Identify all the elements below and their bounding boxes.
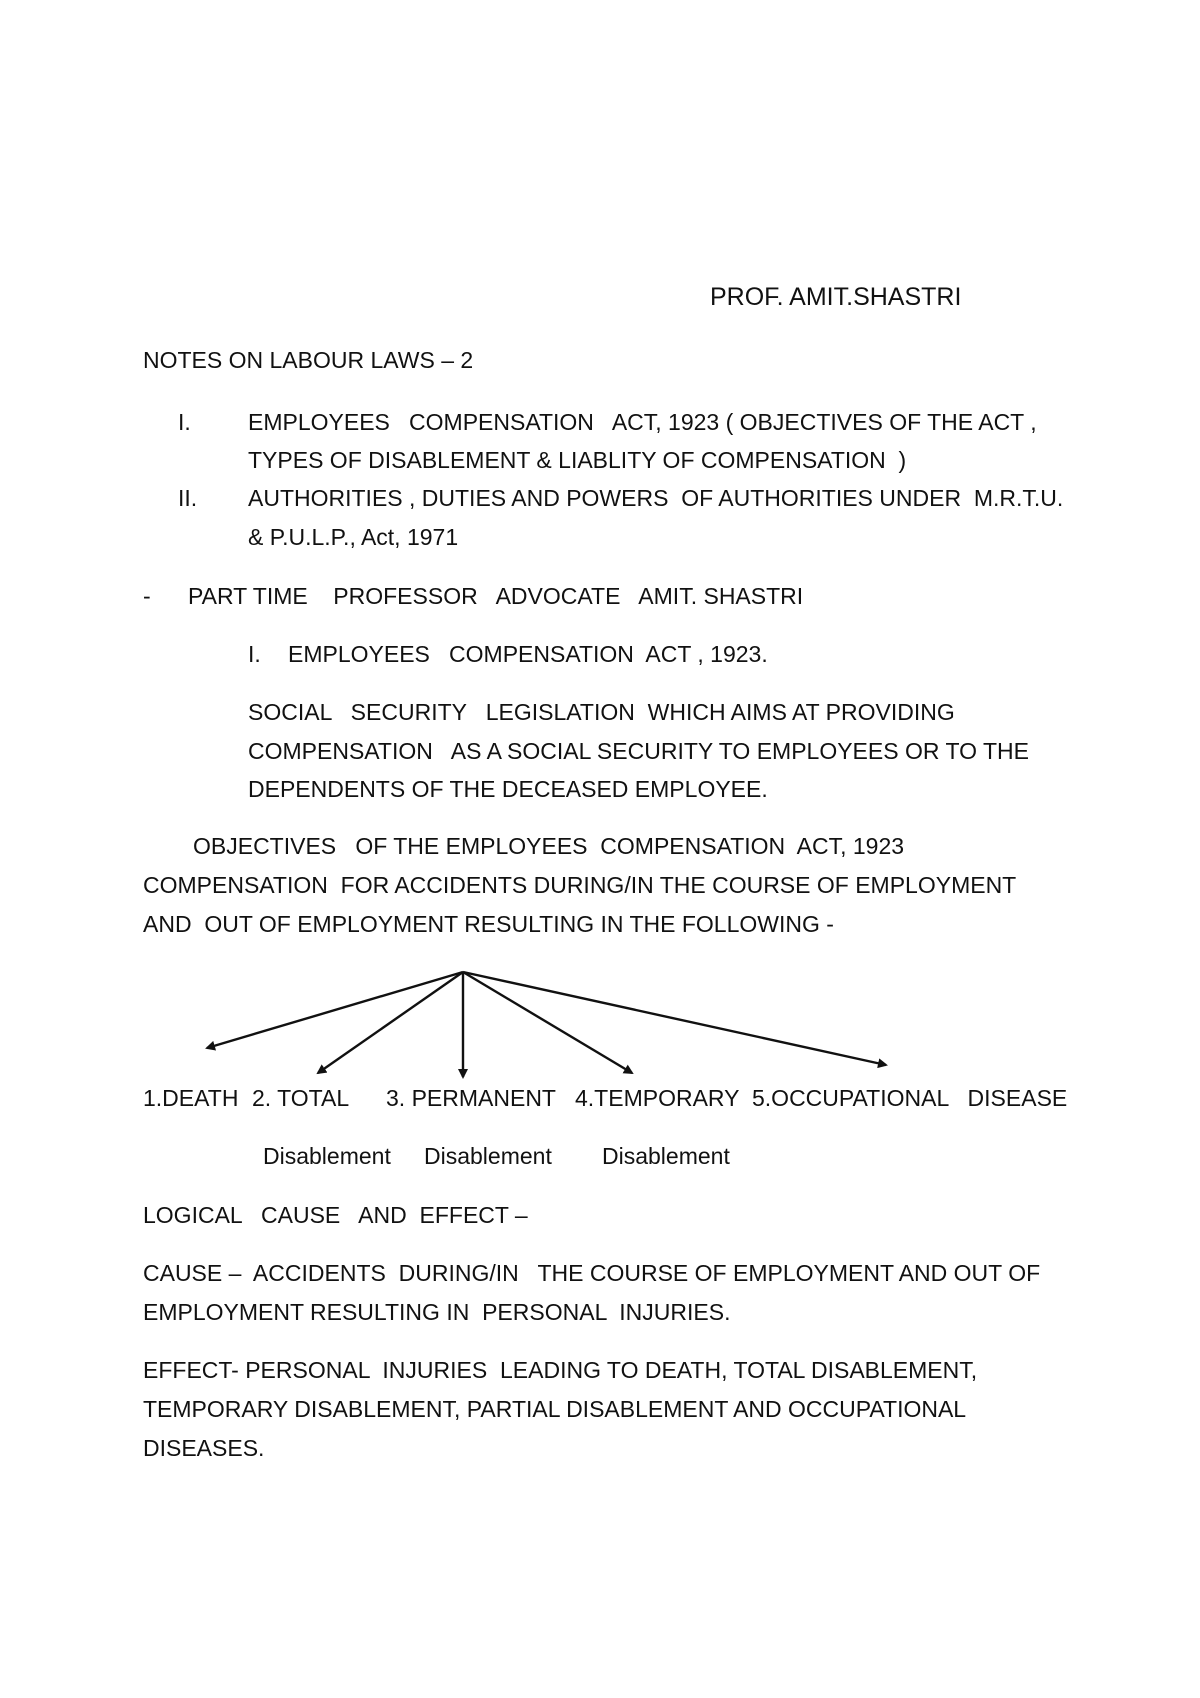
outcome-death: 1.DEATH: [143, 1085, 239, 1111]
arrow-to-total: [318, 972, 463, 1073]
outcome-permanent: 3. PERMANENT: [386, 1085, 556, 1111]
objectives-line-1: COMPENSATION FOR ACCIDENTS DURING/IN THE COURSE OF EMPLOYMENT: [143, 872, 1017, 898]
outcome-total-sub: Disablement: [263, 1143, 391, 1169]
effect-line-3: DISEASES.: [143, 1435, 265, 1461]
toc-item-1-line-2: TYPES OF DISABLEMENT & LIABLITY OF COMPENSATION ): [248, 447, 907, 473]
cause-line-1: CAUSE – ACCIDENTS DURING/IN THE COURSE OF EMPLOYMENT AND OUT OF: [143, 1260, 1041, 1286]
toc-item-1-number: I.: [178, 409, 191, 435]
outcome-permanent-sub: Disablement: [424, 1143, 552, 1169]
toc-item-1-line-1: EMPLOYEES COMPENSATION ACT, 1923 ( OBJECTIVES OF THE ACT ,: [248, 409, 1037, 435]
arrow-to-death: [207, 972, 463, 1048]
section-number: I.: [248, 641, 261, 667]
objectives-line-2: AND OUT OF EMPLOYMENT RESULTING IN THE FOLLOWING -: [143, 911, 834, 937]
intro-line-2: COMPENSATION AS A SOCIAL SECURITY TO EMPLOYEES OR TO THE: [248, 738, 1029, 764]
cause-line-2: EMPLOYMENT RESULTING IN PERSONAL INJURIES.: [143, 1299, 731, 1325]
objectives-heading: OBJECTIVES OF THE EMPLOYEES COMPENSATION ACT, 1923: [193, 833, 905, 859]
toc-item-2-line-1: AUTHORITIES , DUTIES AND POWERS OF AUTHORITIES UNDER M.R.T.U.: [248, 485, 1064, 511]
outcome-temporary: 4.TEMPORARY: [575, 1085, 740, 1111]
logic-heading: LOGICAL CAUSE AND EFFECT –: [143, 1202, 528, 1228]
intro-line-3: DEPENDENTS OF THE DECEASED EMPLOYEE.: [248, 776, 768, 802]
arrow-to-occupational: [463, 972, 886, 1065]
effect-line-1: EFFECT- PERSONAL INJURIES LEADING TO DEATH, TOTAL DISABLEMENT,: [143, 1357, 978, 1383]
notes-title: NOTES ON LABOUR LAWS – 2: [143, 347, 474, 373]
effect-line-2: TEMPORARY DISABLEMENT, PARTIAL DISABLEMENT AND OCCUPATIONAL: [143, 1396, 967, 1422]
byline-text: PART TIME PROFESSOR ADVOCATE AMIT. SHASTRI: [188, 583, 804, 609]
section-title: EMPLOYEES COMPENSATION ACT , 1923.: [288, 641, 768, 667]
intro-line-1: SOCIAL SECURITY LEGISLATION WHICH AIMS AT PROVIDING: [248, 699, 955, 725]
outcome-arrows-diagram: [0, 950, 1200, 1080]
outcome-temporary-sub: Disablement: [602, 1143, 730, 1169]
author-name: PROF. AMIT.SHASTRI: [710, 283, 962, 311]
outcome-total: 2. TOTAL: [252, 1085, 350, 1111]
byline-dash: -: [143, 583, 151, 609]
toc-item-2-number: II.: [178, 485, 198, 511]
arrow-to-temporary: [463, 972, 632, 1073]
toc-item-2-line-2: & P.U.L.P., Act, 1971: [248, 524, 459, 550]
outcome-occupational: 5.OCCUPATIONAL DISEASE: [752, 1085, 1068, 1111]
